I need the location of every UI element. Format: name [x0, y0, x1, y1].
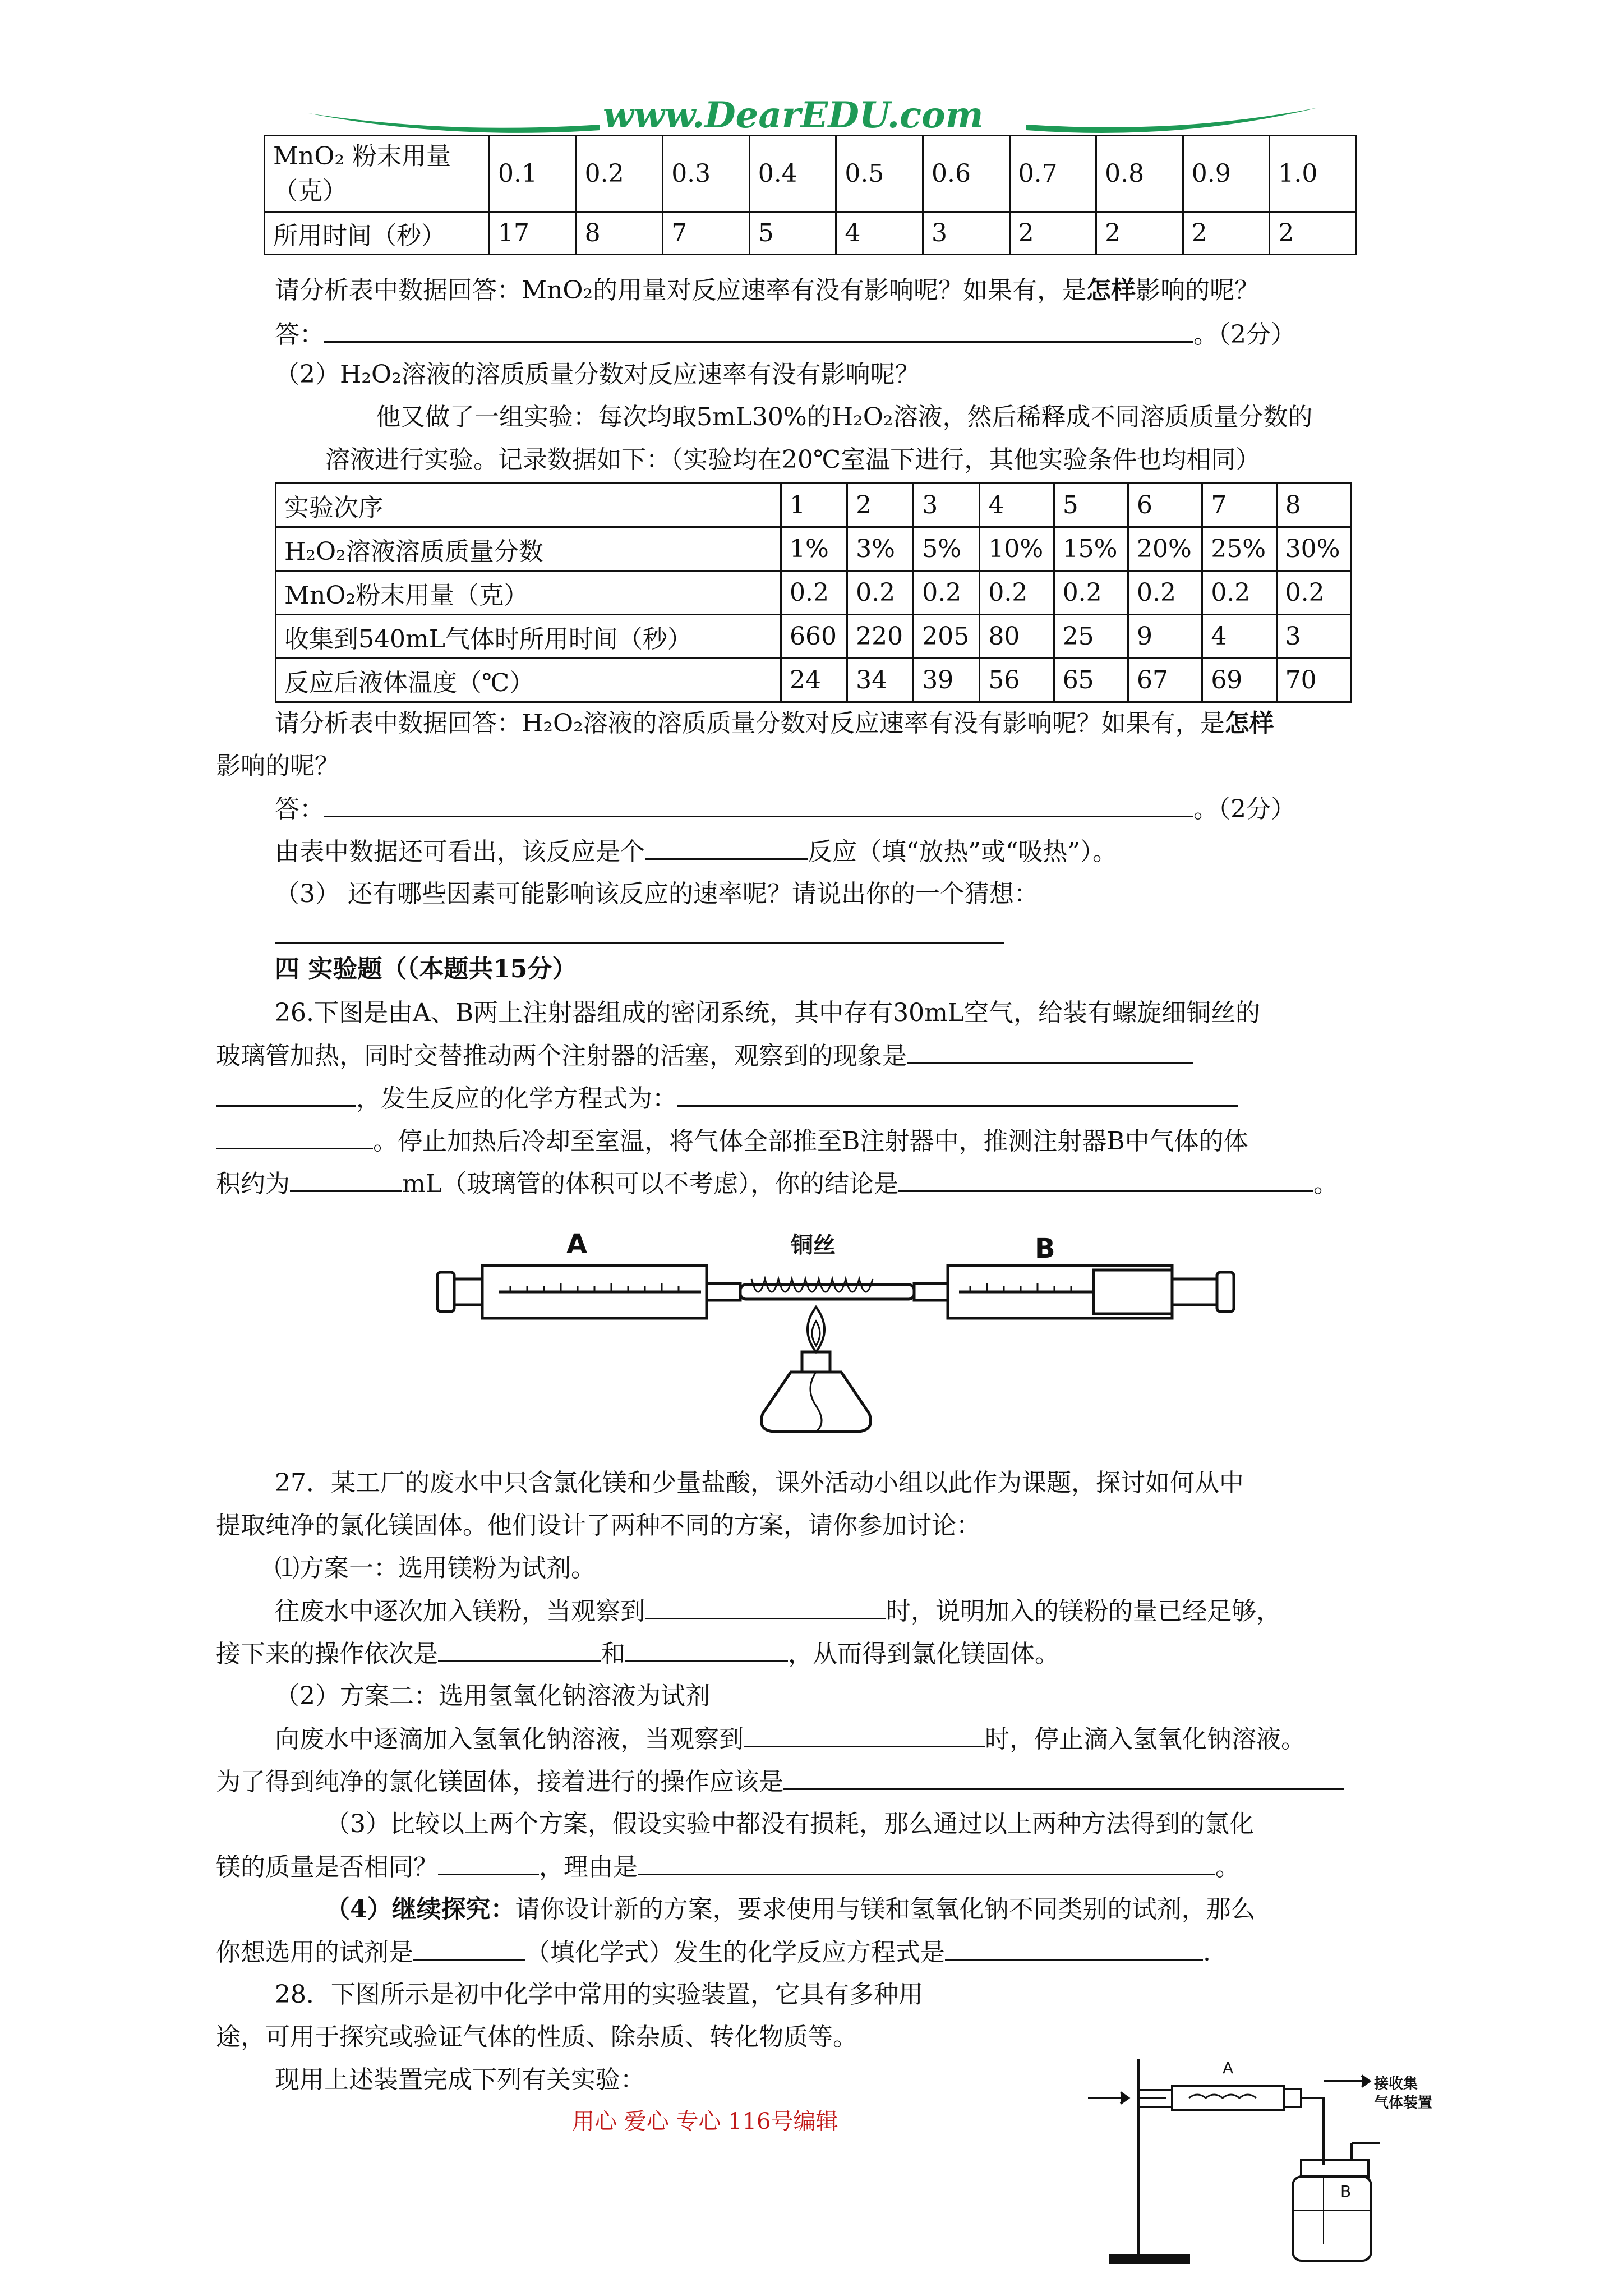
table-cell: 30% — [1276, 527, 1350, 571]
q26-line2-text: 玻璃管加热，同时交替推动两个注射器的活塞，观察到的现象是 — [216, 1042, 907, 1070]
table-cell: 220 — [847, 615, 914, 659]
heat-blank[interactable] — [645, 836, 808, 860]
table-cell: 0.1 — [490, 136, 577, 212]
apparatus-a-label: A — [1223, 2059, 1234, 2077]
q2b-prompt-cont: 影响的呢？ — [216, 752, 339, 780]
table-cell: 69 — [1202, 659, 1276, 702]
table-cell: 0.7 — [1009, 136, 1096, 212]
equation-blank-cont[interactable] — [216, 1125, 373, 1149]
table-cell: 0.2 — [1202, 571, 1276, 615]
table-row — [276, 659, 1351, 702]
table-cell: 34 — [847, 659, 914, 702]
table-cell: 25% — [1202, 527, 1276, 571]
section-title: 四 实验题（（本题共15分） — [275, 955, 577, 983]
table-cell: 0.2 — [576, 136, 663, 212]
table-header-cell: 4 — [980, 484, 1054, 527]
table-cell: 2 — [1009, 212, 1096, 255]
syringe-apparatus-figure — [432, 1223, 1245, 1447]
table-cell: 10% — [980, 527, 1054, 571]
table-cell-label: 反应后液体温度（℃） — [276, 659, 781, 702]
q27-plan1-steps — [216, 1638, 1059, 1670]
table-cell: 4 — [1202, 615, 1276, 659]
q27-p1c: 接下来的操作依次是 — [216, 1640, 438, 1668]
table-cell: 3% — [847, 527, 914, 571]
mno2-dosage-table — [264, 135, 1357, 255]
page-footer: 用心 爱心 专心 116号编辑 — [572, 2109, 838, 2134]
syringe-a-label: A — [566, 1228, 588, 1260]
table-cell: 39 — [914, 659, 980, 702]
q27-explore — [325, 1894, 1256, 1925]
q26-line2 — [216, 1040, 1193, 1072]
heat-question-a: 由表中数据还可看出，该反应是个 — [275, 838, 645, 866]
table-cell: 0.5 — [836, 136, 923, 212]
phenomenon-blank[interactable] — [907, 1040, 1193, 1064]
table-cell: 1% — [781, 527, 847, 571]
table-cell: 0.2 — [781, 571, 847, 615]
table-cell: 1.0 — [1270, 136, 1357, 212]
table-row — [276, 571, 1351, 615]
table-cell-label: 所用时间（秒） — [265, 212, 490, 255]
table-cell: 5% — [914, 527, 980, 571]
q1-answer-line — [275, 319, 1295, 351]
q27-p4a: 请你设计新的方案，要求使用与镁和氢氧化钠不同类别的试剂，那么 — [515, 1895, 1256, 1924]
syringe-diagram — [432, 1223, 1245, 1447]
table-cell: 660 — [781, 615, 847, 659]
table-cell: 0.3 — [663, 136, 750, 212]
reaction-blank[interactable] — [945, 1936, 1203, 1961]
q2-intro-line1: 他又做了一组实验：每次均取5mL30%的H₂O₂溶液，然后稀释成不同溶质质量分数的 — [376, 403, 1313, 431]
table-cell: 67 — [1128, 659, 1202, 702]
table-header-cell: 8 — [1276, 484, 1350, 527]
q27-plan1: ⑴方案一：选用镁粉为试剂。 — [275, 1554, 596, 1582]
volume-blank[interactable] — [290, 1168, 402, 1192]
table-header-cell: 6 — [1128, 484, 1202, 527]
collector-label-2: 气体装置 — [1374, 2095, 1433, 2111]
table-cell: 5 — [749, 212, 836, 255]
table-row — [276, 527, 1351, 571]
heat-question — [275, 836, 1117, 868]
table-cell: 0.8 — [1096, 136, 1183, 212]
table-header-cell: 7 — [1202, 484, 1276, 527]
q27-line2: 提取纯净的氯化镁固体。他们设计了两种不同的方案，请你参加讨论： — [216, 1511, 981, 1540]
same-blank[interactable] — [438, 1851, 539, 1875]
q27-p4b: 你想选用的试剂是 — [216, 1938, 413, 1967]
q26-line3 — [216, 1083, 1238, 1115]
score-label: 。（2分） — [1193, 320, 1295, 349]
phenomenon-blank-cont[interactable] — [216, 1083, 356, 1107]
table-cell-label: MnO₂ 粉末用量（克） — [265, 136, 490, 212]
table-cell: 3 — [1276, 615, 1350, 659]
table-cell: 70 — [1276, 659, 1350, 702]
q27-p4-bold: （4）继续探究： — [325, 1895, 515, 1924]
table-cell: 0.6 — [923, 136, 1009, 212]
table-cell-label: H₂O₂溶液溶质质量分数 — [276, 527, 781, 571]
table-cell: 65 — [1054, 659, 1128, 702]
table-cell: 8 — [576, 212, 663, 255]
q2b-answer-line — [275, 793, 1295, 825]
h2o2-experiment-table — [275, 482, 1352, 703]
table-cell: 80 — [980, 615, 1054, 659]
q26-line4 — [216, 1125, 1248, 1157]
q2b-prompt-a: 请分析表中数据回答：H₂O₂溶液的溶质质量分数对反应速率有没有影响呢？如果有，是 — [275, 709, 1225, 738]
table-cell: 15% — [1054, 527, 1128, 571]
table-cell: 0.4 — [749, 136, 836, 212]
table-header-cell: 5 — [1054, 484, 1128, 527]
q27-plan1-line — [275, 1595, 1281, 1627]
score-label: 。（2分） — [1193, 795, 1295, 823]
q27-compare-line — [216, 1851, 1240, 1883]
q26-line5c: 。 — [1313, 1170, 1338, 1198]
table-cell: 25 — [1054, 615, 1128, 659]
q3-answer-blank[interactable] — [275, 942, 1004, 944]
q26-line5b: mL（玻璃管的体积可以不考虑），你的结论是 — [402, 1170, 898, 1198]
table-cell: 7 — [663, 212, 750, 255]
q2-title: （2）H₂O₂溶液的溶质质量分数对反应速率有没有影响呢？ — [275, 360, 920, 389]
q26-line4-text: 。停止加热后冷却至室温，将气体全部推至B注射器中，推测注射器B中气体的体 — [373, 1127, 1248, 1156]
table-cell: 0.2 — [1276, 571, 1350, 615]
answer-label: 答： — [275, 795, 324, 823]
q1-prompt-a: 请分析表中数据回答：MnO₂的用量对反应速率有没有影响呢？如果有，是 — [275, 276, 1087, 305]
observation2-blank[interactable] — [744, 1723, 985, 1747]
q27-plan2-line — [275, 1723, 1306, 1755]
equation-blank[interactable] — [677, 1083, 1238, 1107]
table-cell: 9 — [1128, 615, 1202, 659]
q28-line2: 途，可用于探究或验证气体的性质、除杂质、转化物质等。 — [216, 2023, 857, 2051]
table-cell: 2 — [1183, 212, 1270, 255]
table-cell: 0.2 — [980, 571, 1054, 615]
table-cell: 17 — [490, 212, 577, 255]
table-cell: 24 — [781, 659, 847, 702]
q27-p3c: ，理由是 — [539, 1853, 638, 1881]
q27-plan2-op — [216, 1766, 1344, 1798]
q27-p2a: 向废水中逐滴加入氢氧化钠溶液，当观察到 — [275, 1725, 744, 1754]
q1-prompt-b: 影响的呢？ — [1136, 276, 1260, 305]
gas-apparatus-diagram — [1077, 2019, 1469, 2272]
answer-blank[interactable] — [324, 793, 1193, 817]
table-header-cell: 3 — [914, 484, 980, 527]
q27-plan2: （2）方案二：选用氢氧化钠溶液为试剂 — [275, 1682, 710, 1710]
table-cell: 205 — [914, 615, 980, 659]
table-cell: 0.2 — [1128, 571, 1202, 615]
table-header-cell: 2 — [847, 484, 914, 527]
q27-explore-line — [216, 1936, 1211, 1968]
answer-blank[interactable] — [324, 319, 1193, 343]
q2b-prompt-bold: 怎样 — [1224, 709, 1274, 738]
q27-p2c: 为了得到纯净的氯化镁固体，接着进行的操作应该是 — [216, 1768, 783, 1796]
q27-line1: 27．某工厂的废水中只含氯化镁和少量盐酸，课外活动小组以此作为课题，探讨如何从中 — [275, 1469, 1244, 1497]
conclusion-blank[interactable] — [898, 1168, 1313, 1192]
table-cell: 4 — [836, 212, 923, 255]
q27-p2b: 时，停止滴入氢氧化钠溶液。 — [985, 1725, 1306, 1754]
q27-p1b: 时，说明加入的镁粉的量已经足够， — [886, 1597, 1281, 1626]
syringe-b-label: B — [1035, 1233, 1055, 1264]
table-row — [276, 484, 1351, 527]
table-cell: 0.9 — [1183, 136, 1270, 212]
q27-p4d: . — [1203, 1938, 1211, 1967]
step1-blank[interactable] — [438, 1638, 601, 1662]
operation-blank[interactable] — [783, 1766, 1344, 1790]
q1-prompt — [275, 275, 1259, 306]
q27-p4c: （填化学式）发生的化学反应方程式是 — [525, 1938, 945, 1967]
table-cell: 0.2 — [847, 571, 914, 615]
step2-blank[interactable] — [625, 1638, 788, 1662]
table-row — [276, 615, 1351, 659]
table-cell: 3 — [923, 212, 1009, 255]
q26-line5a: 积约为 — [216, 1170, 290, 1198]
table-cell: 0.2 — [1054, 571, 1128, 615]
q2-intro-line2: 溶液进行实验。记录数据如下：（实验均在20℃室温下进行，其他实验条件也均相同） — [325, 445, 1261, 474]
q27-p1d: 和 — [601, 1640, 625, 1668]
table-cell: 2 — [1270, 212, 1357, 255]
q3-prompt: （3） 还有哪些因素可能影响该反应的速率呢？请说出你的一个猜想： — [275, 880, 1039, 908]
collector-label: 接收集 — [1374, 2076, 1418, 2092]
table-cell: 2 — [1096, 212, 1183, 255]
table-row — [265, 212, 1357, 255]
table-cell-label: 收集到540mL气体时所用时间（秒） — [276, 615, 781, 659]
q28-line1: 28．下图所示是初中化学中常用的实验装置，它具有多种用 — [275, 1980, 923, 2009]
q27-p1e: ，从而得到氯化镁固体。 — [788, 1640, 1059, 1668]
copper-wire-label: 铜丝 — [791, 1232, 836, 1258]
answer-label: 答： — [275, 320, 324, 349]
site-logo[interactable]: www.DearEDU.com — [603, 94, 984, 136]
gas-apparatus-figure — [1077, 2019, 1469, 2272]
table-header-cell: 1 — [781, 484, 847, 527]
q28-line3: 现用上述装置完成下列有关实验： — [275, 2065, 645, 2094]
table-cell: 56 — [980, 659, 1054, 702]
q26-line1: 26.下图是由A、B两上注射器组成的密闭系统，其中存有30mL空气，给装有螺旋细铜丝的 — [275, 999, 1261, 1027]
q27-p3b: 镁的质量是否相同？ — [216, 1853, 438, 1881]
q1-prompt-bold: 怎样 — [1086, 276, 1136, 305]
table-row — [265, 136, 1357, 212]
heat-question-b: 反应（填“放热”或“吸热”）。 — [808, 838, 1117, 866]
q27-p1a: 往废水中逐次加入镁粉，当观察到 — [275, 1597, 645, 1626]
table-cell: 0.2 — [914, 571, 980, 615]
q27-compare: （3）比较以上两个方案，假设实验中都没有损耗，那么通过以上两种方法得到的氯化 — [325, 1810, 1254, 1838]
apparatus-b-label: B — [1340, 2182, 1352, 2201]
q26-line5 — [216, 1168, 1338, 1200]
table-cell: 20% — [1128, 527, 1202, 571]
observation-blank[interactable] — [645, 1595, 886, 1619]
q26-line3-text: ，发生反应的化学方程式为： — [356, 1084, 677, 1113]
table-cell-label: MnO₂粉末用量（克） — [276, 571, 781, 615]
reagent-blank[interactable] — [413, 1936, 525, 1961]
table-header-cell: 实验次序 — [276, 484, 781, 527]
q27-p3d: 。 — [1215, 1853, 1240, 1881]
q2b-prompt — [275, 708, 1274, 739]
reason-blank[interactable] — [638, 1851, 1215, 1875]
